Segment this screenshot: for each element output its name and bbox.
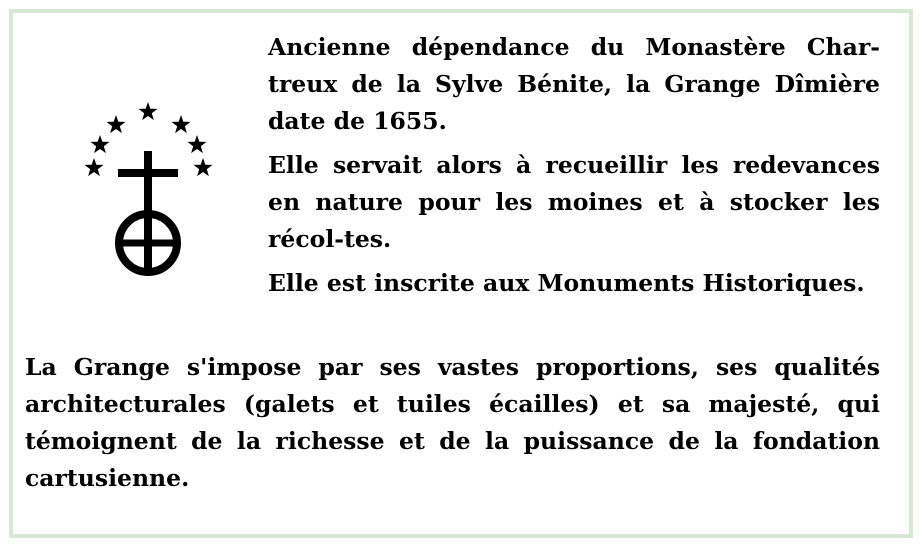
star-icon (187, 135, 206, 153)
cross-orb-emblem-icon (73, 88, 223, 288)
star-icon (90, 135, 109, 153)
closing-text (25, 349, 880, 497)
star-icon (84, 158, 103, 176)
cross-orb (118, 151, 178, 273)
intro-paragraph-history: Ancienne dépendance du Monastère Char-treux de la Sylve Bénite, la Grange Dîmière date de 1655. (268, 33, 880, 135)
closing-paragraph: La Grange s'impose par ses vastes proportions, ses qualités architecturales (galets et tuiles écailles) et sa majesté, qui témoignent de la richesse et de la puissance de la fondation cartusienne. (25, 353, 880, 492)
star-icon (138, 102, 157, 120)
star-icon (193, 158, 212, 176)
intro-text (268, 29, 880, 309)
intro-paragraph-usage: Elle servait alors à recueillir les redevances en nature pour les moines et à stocker les récol-tes. (268, 151, 880, 253)
intro-paragraph-monument: Elle est inscrite aux Monuments Historiques. (268, 269, 865, 297)
star-icon (171, 115, 190, 133)
star-icon (106, 115, 125, 133)
